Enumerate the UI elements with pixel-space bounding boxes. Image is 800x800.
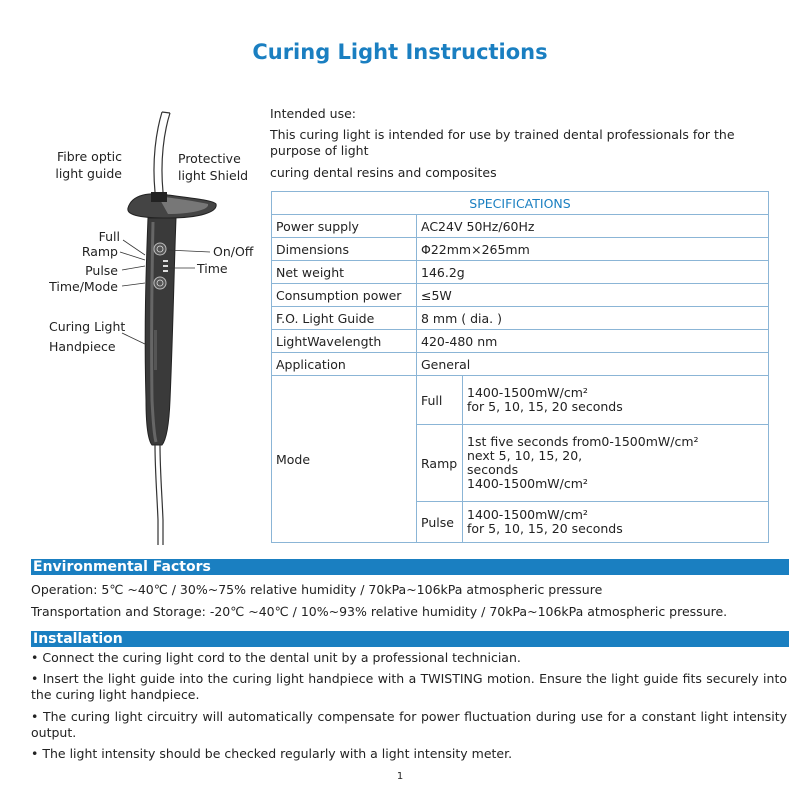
label-protective-line2: light Shield [178, 168, 249, 183]
environment-operation: Operation: 5℃ ~40℃ / 30%~75% relative humidity / 70kPa~106kPa atmospheric pressure [31, 582, 603, 597]
mode-ramp-line4: 1400-1500mW/cm² [467, 476, 588, 491]
spec-value: 146.2g [417, 261, 769, 284]
label-time-mode: Time/Mode [49, 279, 118, 294]
mode-pulse-line1: 1400-1500mW/cm² [467, 507, 588, 522]
intended-use-heading: Intended use: [270, 106, 356, 121]
installation-heading: Installation [31, 631, 789, 647]
intended-use-line2: purpose of light [270, 143, 369, 158]
label-fibre-optic [40, 148, 122, 182]
label-handpiece [49, 317, 125, 357]
spec-value: ≤5W [417, 284, 769, 307]
table-row [272, 261, 769, 284]
spec-value: 420-480 nm [417, 330, 769, 353]
mode-full-line2: for 5, 10, 15, 20 seconds [467, 399, 623, 414]
label-full: Full [98, 229, 120, 244]
label-protective-shield [178, 150, 248, 184]
mode-label: Mode [272, 376, 417, 543]
spec-value: AC24V 50Hz/60Hz [417, 215, 769, 238]
spec-label: Net weight [272, 261, 417, 284]
mode-full-name: Full [417, 376, 463, 425]
specifications-table [271, 191, 769, 543]
spec-label: LightWavelength [272, 330, 417, 353]
installation-item-2: • Insert the light guide into the curing light handpiece with a TWISTING motion. Ensure the light guide fits securely into the curing light handpiece. [31, 671, 787, 702]
environment-transport: Transportation and Storage: -20℃ ~40℃ / 10%~93% relative humidity / 70kPa~106kPa atmospheric pressure. [31, 604, 728, 619]
label-fibre-optic-line2: light guide [55, 166, 122, 181]
page-title: Curing Light Instructions [252, 40, 548, 64]
label-on-off: On/Off [213, 244, 254, 259]
mode-ramp-name: Ramp [417, 425, 463, 502]
table-row [272, 376, 769, 425]
spec-label: Power supply [272, 215, 417, 238]
table-row [272, 353, 769, 376]
mode-full-line1: 1400-1500mW/cm² [467, 385, 588, 400]
mode-pulse-name: Pulse [417, 502, 463, 543]
intended-use-line1: This curing light is intended for use by trained dental professionals for the [270, 127, 735, 142]
intended-use-line3: curing dental resins and composites [270, 165, 497, 180]
installation-item-1: • Connect the curing light cord to the dental unit by a professional technician. [31, 650, 521, 665]
mode-pulse-line2: for 5, 10, 15, 20 seconds [467, 521, 623, 536]
table-row [272, 307, 769, 330]
spec-value: Φ22mm×265mm [417, 238, 769, 261]
table-row [272, 215, 769, 238]
table-row [272, 238, 769, 261]
mode-ramp-line2: next 5, 10, 15, 20, [467, 448, 583, 463]
spec-value: 8 mm ( dia. ) [417, 307, 769, 330]
spec-value: General [417, 353, 769, 376]
label-protective-line1: Protective [178, 151, 241, 166]
environmental-factors-heading: Environmental Factors [31, 559, 789, 575]
mode-ramp-detail [463, 425, 769, 502]
spec-label: Dimensions [272, 238, 417, 261]
page-number: 1 [396, 771, 404, 782]
mode-ramp-line1: 1st five seconds from0-1500mW/cm² [467, 434, 699, 449]
mode-full-detail [463, 376, 769, 425]
specifications-header: SPECIFICATIONS [272, 192, 769, 215]
curing-light-diagram [40, 100, 280, 560]
label-fibre-optic-line1: Fibre optic [56, 149, 122, 164]
mode-pulse-detail [463, 502, 769, 543]
table-row [272, 284, 769, 307]
label-handpiece-line1: Curing Light [49, 319, 126, 334]
label-pulse: Pulse [85, 263, 118, 278]
label-ramp: Ramp [81, 244, 118, 259]
table-row [272, 330, 769, 353]
installation-item-3: • The curing light circuitry will automatically compensate for power fluctuation during use for a constant light intensity output. [31, 709, 787, 740]
spec-label: Consumption power [272, 284, 417, 307]
installation-item-4: • The light intensity should be checked regularly with a light intensity meter. [31, 746, 513, 761]
label-time: Time [197, 261, 228, 276]
spec-label: Application [272, 353, 417, 376]
label-handpiece-line2: Handpiece [49, 339, 116, 354]
spec-label: F.O. Light Guide [272, 307, 417, 330]
mode-ramp-line3: seconds [467, 462, 519, 477]
